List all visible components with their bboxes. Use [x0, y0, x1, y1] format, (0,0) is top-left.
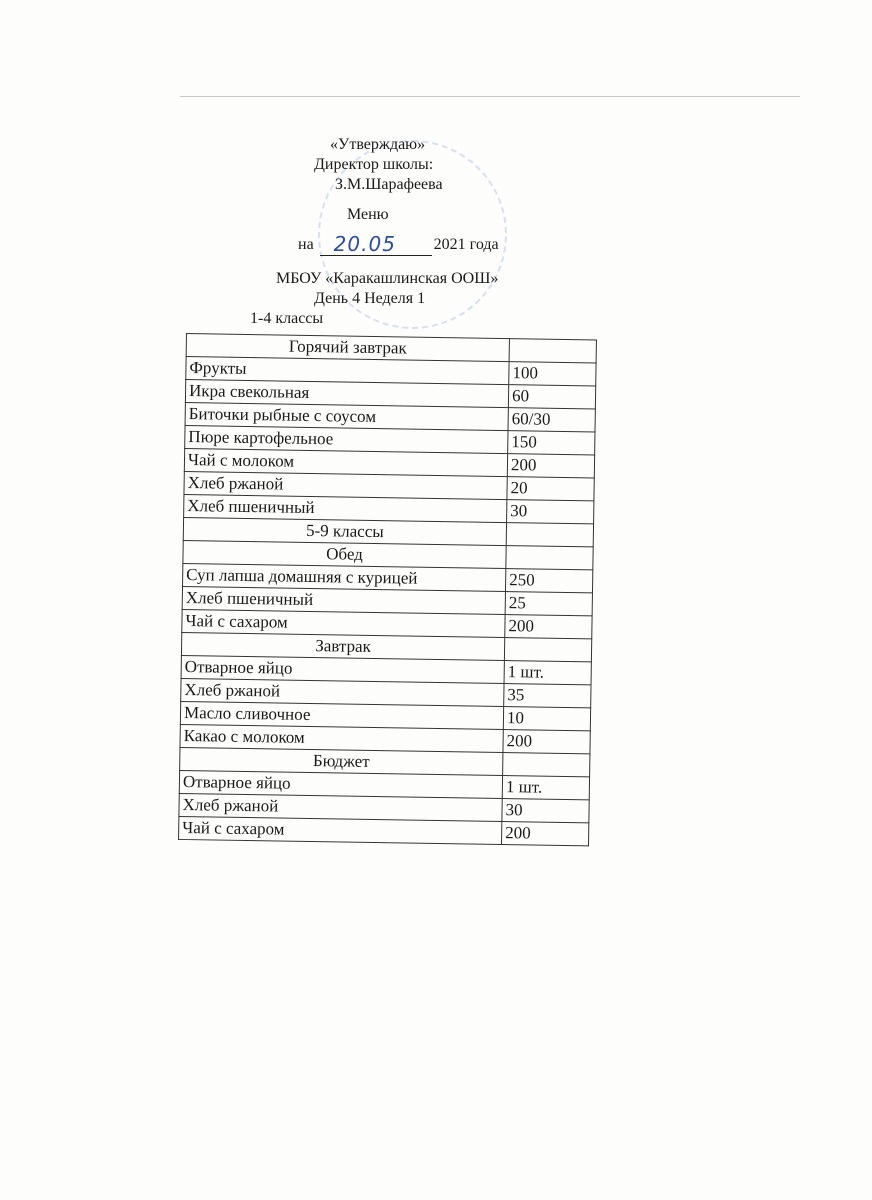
section-title: Горячий завтрак [186, 334, 509, 362]
dish-name: Хлеб ржаной [181, 678, 504, 706]
portion-value: 30 [507, 500, 594, 524]
date-prefix: на [298, 236, 314, 253]
portion-value: 60/30 [508, 408, 595, 432]
portion-value: 200 [507, 454, 594, 478]
dish-name: Чай с сахаром [179, 816, 502, 844]
scan-edge-line [180, 96, 800, 97]
dish-name: Хлеб пшеничный [184, 494, 507, 522]
portion-value: 30 [502, 799, 589, 823]
portion-value: 1 шт. [502, 776, 589, 800]
grade-group: 1-4 классы [250, 310, 324, 327]
dish-name: Хлеб ржаной [184, 471, 507, 499]
portion-value: 250 [505, 569, 592, 593]
portion-value [506, 523, 593, 547]
dish-name: Пюре картофельное [185, 425, 508, 453]
portion-value: 150 [508, 431, 595, 455]
director-position: Директор школы: [314, 156, 434, 173]
portion-value: 25 [505, 592, 592, 616]
dish-name: Какао с молоком [180, 724, 503, 752]
portion-value: 1 шт. [504, 661, 591, 685]
section-title: Обед [183, 540, 506, 568]
date-handwritten: 20.05 [333, 232, 396, 256]
school-name: МБОУ «Каракашлинская ООШ» [276, 270, 499, 287]
portion-value: 35 [504, 684, 591, 708]
portion-value [503, 753, 590, 777]
date-field [320, 232, 432, 256]
director-name: З.М.Шарафеева [335, 176, 443, 193]
dish-name: Чай с молоком [184, 448, 507, 476]
dish-name: Хлеб пшеничный [182, 586, 505, 614]
date-suffix: 2021 года [433, 236, 499, 253]
portion-value: 10 [503, 707, 590, 731]
dish-name: Отварное яйцо [179, 770, 502, 798]
section-title: 5-9 классы [183, 517, 506, 545]
portion-value: 200 [502, 822, 589, 846]
menu-table [178, 333, 597, 846]
dish-name: Чай с сахаром [182, 609, 505, 637]
menu-title: Меню [347, 206, 389, 223]
portion-value: 200 [503, 730, 590, 754]
section-title: Завтрак [181, 632, 504, 660]
dish-name: Икра свекольная [185, 380, 508, 408]
approve-label: «Утверждаю» [330, 136, 426, 153]
day-week: День 4 Неделя 1 [314, 290, 426, 307]
portion-value: 60 [508, 385, 595, 409]
dish-name: Масло сливочное [180, 701, 503, 729]
dish-name: Фрукты [186, 357, 509, 385]
menu-date [298, 234, 499, 256]
dish-name: Биточки рыбные с соусом [185, 402, 508, 430]
dish-name: Суп лапша домашняя с курицей [183, 563, 506, 591]
portion-value: 100 [509, 362, 596, 386]
dish-name: Отварное яйцо [181, 655, 504, 683]
dish-name: Хлеб ржаной [179, 793, 502, 821]
portion-value [509, 339, 596, 363]
section-title: Бюджет [180, 747, 503, 775]
portion-value [506, 546, 593, 570]
portion-value: 20 [507, 477, 594, 501]
portion-value: 200 [505, 615, 592, 639]
portion-value [504, 638, 591, 662]
